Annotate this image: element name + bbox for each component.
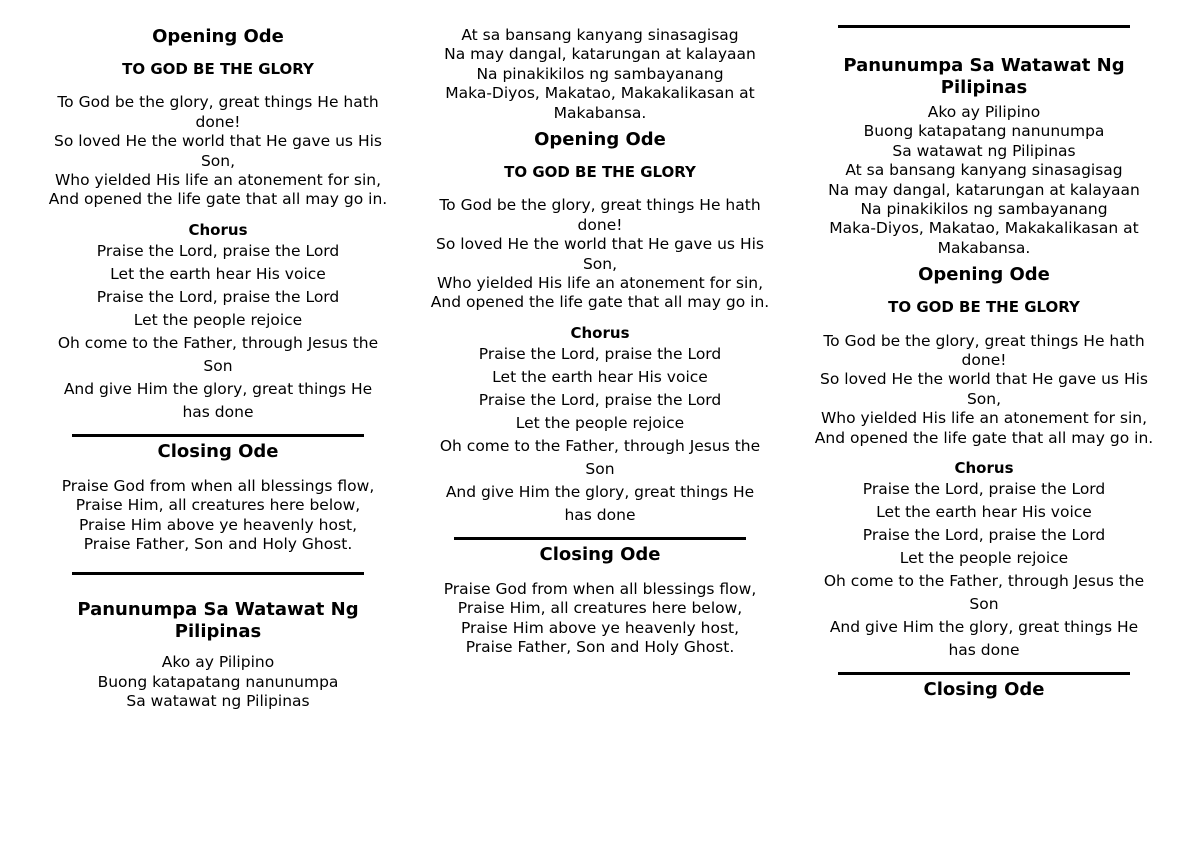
song-title: TO GOD BE THE GLORY [888,298,1080,317]
closing-line: Praise Father, Son and Holy Ghost. [83,535,353,554]
chorus-line: Praise the Lord, praise the Lord [96,287,340,306]
chorus-line: Oh come to the Father, through Jesus the Son [823,572,1145,614]
pledge-title: Panunumpa Sa Watawat Ng Pilipinas [77,599,359,643]
chorus-line: Praise the Lord, praise the Lord [478,344,722,363]
chorus-line: Let the earth hear His voice [876,503,1092,522]
closing-line: Praise Him above ye heavenly host, [460,618,740,637]
closing-ode-title: Closing Ode [539,543,661,565]
pledge-line: Na pinakikilos ng sambayanang [860,200,1108,219]
pledge-line: Na pinakikilos ng sambayanang [476,64,724,83]
closing-line: Praise God from when all blessings flow, [443,579,757,598]
chorus-label: Chorus [954,459,1014,478]
column-3 [814,16,1154,701]
chorus-label: Chorus [188,220,248,239]
closing-ode-title: Closing Ode [157,440,279,462]
pledge-line: Sa watawat ng Pilipinas [892,141,1076,160]
pledge-title: Panunumpa Sa Watawat Ng Pilipinas [843,55,1125,98]
pledge-line: Buong katapatang nanunumpa [97,672,339,691]
chorus-line: Praise the Lord, praise the Lord [96,241,340,260]
chorus-label: Chorus [570,323,630,342]
song-title: TO GOD BE THE GLORY [122,60,314,78]
closing-ode-title: Closing Ode [923,679,1045,701]
verse-line: To God be the glory, great things He hath done! [439,196,761,234]
pledge-line: At sa bansang kanyang sinasagisag [845,161,1123,180]
chorus-line: Let the earth hear His voice [492,367,708,386]
verse-line: So loved He the world that He gave us His Son, [54,132,382,170]
column-1 [48,26,388,712]
pledge-line: Sa watawat ng Pilipinas [126,692,310,711]
verse-line: And opened the life gate that all may go in. [814,428,1154,447]
pledge-line: Na may dangal, katarungan at kalayaan [828,180,1140,199]
verse-line: Who yielded His life an atonement for sin, [820,409,1148,428]
chorus-line: Let the people rejoice [133,310,303,329]
opening-ode-title: Opening Ode [152,26,284,47]
chorus-line: Let the people rejoice [899,549,1069,568]
column-2 [430,26,770,658]
verse-line: To God be the glory, great things He hath done! [57,93,379,131]
verse-line: So loved He the world that He gave us His Son, [820,370,1148,408]
opening-ode-title: Opening Ode [918,264,1050,286]
closing-line: Praise Father, Son and Holy Ghost. [465,638,735,657]
pledge-line: Maka-Diyos, Makatao, Makakalikasan at Makabansa. [445,84,755,122]
chorus-line: Praise the Lord, praise the Lord [478,390,722,409]
closing-line: Praise Him, all creatures here below, [75,496,361,515]
pledge-line: Maka-Diyos, Makatao, Makakalikasan at Makabansa. [829,219,1139,257]
opening-ode-title: Opening Ode [534,129,666,151]
chorus-line: And give Him the glory, great things He has done [63,379,373,421]
chorus-line: Praise the Lord, praise the Lord [862,526,1106,545]
chorus-line: Oh come to the Father, through Jesus the Son [57,333,379,375]
chorus-line: And give Him the glory, great things He has done [445,482,755,524]
chorus-line: Let the people rejoice [515,413,685,432]
verse-line: Who yielded His life an atonement for sin, [54,171,382,190]
pledge-line: Ako ay Pilipino [927,103,1041,121]
pledge-line: Ako ay Pilipino [161,653,275,672]
verse-line: And opened the life gate that all may go in. [48,190,388,209]
pledge-line: At sa bansang kanyang sinasagisag [461,26,739,44]
verse-line: So loved He the world that He gave us His Son, [436,235,764,273]
closing-line: Praise God from when all blessings flow, [61,476,375,495]
pledge-line: Na may dangal, katarungan at kalayaan [444,45,756,64]
closing-line: Praise Him above ye heavenly host, [78,515,358,534]
song-title: TO GOD BE THE GLORY [504,163,696,182]
chorus-line: Let the earth hear His voice [110,264,326,283]
pledge-line: Buong katapatang nanunumpa [863,122,1105,141]
closing-line: Praise Him, all creatures here below, [457,599,743,618]
chorus-line: Praise the Lord, praise the Lord [862,480,1106,499]
verse-line: To God be the glory, great things He hath done! [823,331,1145,370]
chorus-line: Oh come to the Father, through Jesus the Son [439,436,761,478]
verse-line: Who yielded His life an atonement for sin, [436,274,764,293]
verse-line: And opened the life gate that all may go in. [430,293,770,312]
chorus-line: And give Him the glory, great things He has done [829,618,1139,660]
